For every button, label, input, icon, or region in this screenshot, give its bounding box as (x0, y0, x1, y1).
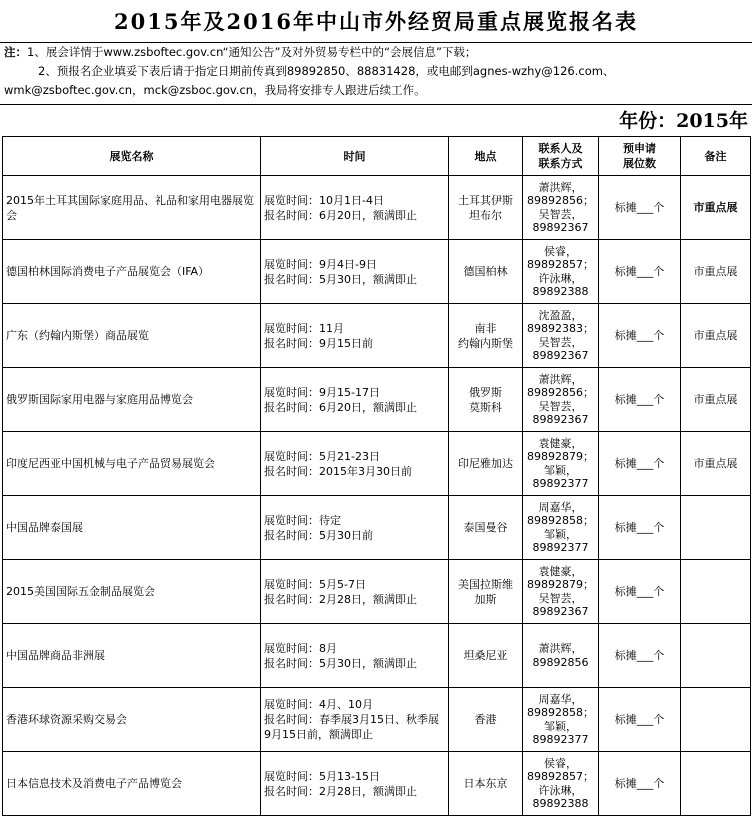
cell-booth-count[interactable]: 标摊___个 (599, 240, 681, 304)
table-row (3, 240, 751, 304)
notes-line-3: wmk@zsboftec.gov.cn，mck@zsboc.gov.cn，我局将安排专人跟进后续工作。 (4, 83, 426, 97)
cell-exhibition-name: 广东（约翰内斯堡）商品展览 (3, 304, 261, 368)
year-bar (0, 104, 752, 137)
header-booth-count: 预申请 展位数 (599, 137, 681, 176)
cell-time: 展览时间：5月21-23日 报名时间：2015年3月30日前 (261, 432, 449, 496)
cell-time: 展览时间：8月 报名时间：5月30日，额满即止 (261, 624, 449, 688)
header-contact: 联系人及 联系方式 (523, 137, 599, 176)
cell-contact: 萧洪辉， 89892856 (523, 624, 599, 688)
cell-remark (681, 624, 751, 688)
cell-exhibition-name: 俄罗斯国际家用电器与家庭用品博览会 (3, 368, 261, 432)
cell-location: 日本东京 (449, 752, 523, 816)
cell-time: 展览时间：5月13-15日 报名时间：2月28日，额满即止 (261, 752, 449, 816)
cell-exhibition-name: 日本信息技术及消费电子产品博览会 (3, 752, 261, 816)
year-label: 年份：2015年 (619, 110, 748, 132)
cell-contact: 萧洪辉， 89892856； 吴智芸， 89892367 (523, 176, 599, 240)
table-row (3, 432, 751, 496)
cell-exhibition-name: 2015年土耳其国际家庭用品、礼品和家用电器展览会 (3, 176, 261, 240)
cell-location: 泰国曼谷 (449, 496, 523, 560)
cell-time: 展览时间：4月、10月 报名时间：春季展3月15日、秋季展9月15日前，额满即止 (261, 688, 449, 752)
cell-time: 展览时间：9月4日-9日 报名时间：5月30日，额满即止 (261, 240, 449, 304)
notes-block (4, 43, 750, 100)
exhibition-table (2, 136, 751, 816)
cell-exhibition-name: 中国品牌泰国展 (3, 496, 261, 560)
cell-booth-count[interactable]: 标摊___个 (599, 304, 681, 368)
cell-remark (681, 752, 751, 816)
table-row (3, 304, 751, 368)
cell-contact: 沈盈盈， 89892383； 吴智芸， 89892367 (523, 304, 599, 368)
table-row (3, 496, 751, 560)
cell-time: 展览时间：待定 报名时间：5月30日前 (261, 496, 449, 560)
cell-contact: 侯睿， 89892857； 许泳琳， 89892388 (523, 752, 599, 816)
cell-contact: 袁健豪， 89892879； 吴智芸， 89892367 (523, 560, 599, 624)
notes-text-1: 1、展会详情于www.zsboftec.gov.cn“通知公告”及对外贸易专栏中的“会展信息”下载； (27, 45, 477, 59)
cell-exhibition-name: 德国柏林国际消费电子产品展览会（IFA） (3, 240, 261, 304)
cell-remark: 市重点展 (681, 304, 751, 368)
cell-location: 印尼雅加达 (449, 432, 523, 496)
cell-location: 德国柏林 (449, 240, 523, 304)
cell-contact: 侯睿， 89892857； 许泳琳， 89892388 (523, 240, 599, 304)
header-remark: 备注 (681, 137, 751, 176)
cell-exhibition-name: 2015美国国际五金制品展览会 (3, 560, 261, 624)
cell-contact: 袁健豪， 89892879； 邹颖， 89892377 (523, 432, 599, 496)
cell-remark (681, 496, 751, 560)
cell-time: 展览时间：5月5-7日 报名时间：2月28日，额满即止 (261, 560, 449, 624)
cell-booth-count[interactable]: 标摊___个 (599, 368, 681, 432)
table-row (3, 368, 751, 432)
cell-booth-count[interactable]: 标摊___个 (599, 688, 681, 752)
cell-location: 俄罗斯 莫斯科 (449, 368, 523, 432)
cell-remark (681, 688, 751, 752)
cell-booth-count[interactable]: 标摊___个 (599, 752, 681, 816)
table-row (3, 624, 751, 688)
header-location: 地点 (449, 137, 523, 176)
cell-contact: 周嘉华， 89892858； 邹颖， 89892377 (523, 688, 599, 752)
notes-line-2: 2、预报名企业填妥下表后请于指定日期前传真到89892850、88831428，或电邮到agnes-wzhy@126.com、 (38, 64, 615, 78)
table-row (3, 176, 751, 240)
cell-booth-count[interactable]: 标摊___个 (599, 496, 681, 560)
cell-exhibition-name: 中国品牌商品非洲展 (3, 624, 261, 688)
cell-location: 美国拉斯维 加斯 (449, 560, 523, 624)
cell-location: 香港 (449, 688, 523, 752)
cell-booth-count[interactable]: 标摊___个 (599, 560, 681, 624)
header-time: 时间 (261, 137, 449, 176)
cell-contact: 周嘉华， 89892858； 邹颖， 89892377 (523, 496, 599, 560)
cell-location: 南非 约翰内斯堡 (449, 304, 523, 368)
table-header-row (3, 137, 751, 176)
cell-location: 土耳其伊斯 坦布尔 (449, 176, 523, 240)
page-title: 2015年及2016年中山市外经贸局重点展览报名表 (0, 0, 752, 43)
cell-contact: 萧洪辉， 89892856； 吴智芸， 89892367 (523, 368, 599, 432)
header-exhibition-name: 展览名称 (3, 137, 261, 176)
notes-line-1 (4, 43, 750, 62)
cell-remark (681, 560, 751, 624)
cell-booth-count[interactable]: 标摊___个 (599, 176, 681, 240)
table-row (3, 560, 751, 624)
cell-remark: 市重点展 (681, 368, 751, 432)
table-row (3, 688, 751, 752)
cell-remark: 市重点展 (681, 432, 751, 496)
cell-remark: 市重点展 (681, 176, 751, 240)
cell-booth-count[interactable]: 标摊___个 (599, 624, 681, 688)
cell-time: 展览时间：9月15-17日 报名时间：6月20日，额满即止 (261, 368, 449, 432)
cell-exhibition-name: 印度尼西亚中国机械与电子产品贸易展览会 (3, 432, 261, 496)
cell-time: 展览时间：10月1日-4日 报名时间：6月20日，额满即止 (261, 176, 449, 240)
cell-time: 展览时间：11月 报名时间：9月15日前 (261, 304, 449, 368)
cell-booth-count[interactable]: 标摊___个 (599, 432, 681, 496)
cell-location: 坦桑尼亚 (449, 624, 523, 688)
cell-exhibition-name: 香港环球资源采购交易会 (3, 688, 261, 752)
notes-label: 注： (4, 45, 27, 59)
cell-remark: 市重点展 (681, 240, 751, 304)
table-row (3, 752, 751, 816)
